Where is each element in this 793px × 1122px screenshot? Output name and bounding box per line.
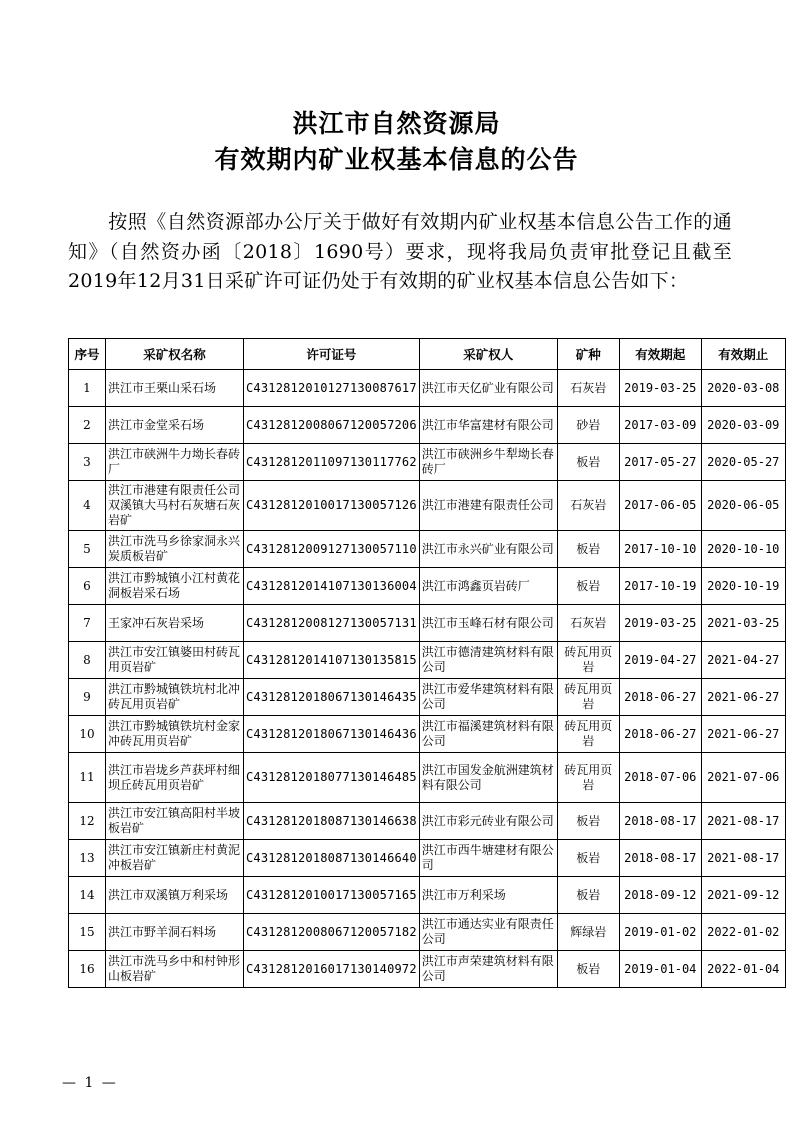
cell-valid-to: 2021-07-06 bbox=[701, 753, 785, 803]
table-row bbox=[69, 679, 786, 716]
header-owner: 采矿权人 bbox=[419, 339, 557, 370]
cell-mineral: 板岩 bbox=[557, 803, 619, 840]
cell-seq: 1 bbox=[69, 370, 106, 407]
cell-seq: 13 bbox=[69, 840, 106, 877]
cell-mineral: 板岩 bbox=[557, 531, 619, 568]
cell-seq: 10 bbox=[69, 716, 106, 753]
cell-seq: 12 bbox=[69, 803, 106, 840]
cell-mineral: 石灰岩 bbox=[557, 481, 619, 531]
cell-owner: 洪江市国发金航洲建筑材料有限公司 bbox=[419, 753, 557, 803]
page-number: — 1 — bbox=[62, 1075, 118, 1091]
cell-valid-from: 2017-03-09 bbox=[619, 407, 701, 444]
header-seq: 序号 bbox=[69, 339, 106, 370]
cell-mineral: 砂岩 bbox=[557, 407, 619, 444]
cell-owner: 洪江市彩元砖业有限公司 bbox=[419, 803, 557, 840]
cell-mineral: 板岩 bbox=[557, 444, 619, 481]
cell-seq: 3 bbox=[69, 444, 106, 481]
cell-owner: 洪江市万利采场 bbox=[419, 877, 557, 914]
cell-valid-to: 2021-06-27 bbox=[701, 679, 785, 716]
cell-license: C4312812008067120057182 bbox=[244, 914, 420, 951]
cell-name: 洪江市王栗山采石场 bbox=[106, 370, 244, 407]
cell-seq: 8 bbox=[69, 642, 106, 679]
table-row bbox=[69, 531, 786, 568]
cell-license: C4312812018067130146435 bbox=[244, 679, 420, 716]
cell-seq: 11 bbox=[69, 753, 106, 803]
cell-mineral: 砖瓦用页岩 bbox=[557, 679, 619, 716]
table-row bbox=[69, 568, 786, 605]
header-valid-to: 有效期止 bbox=[701, 339, 785, 370]
cell-seq: 9 bbox=[69, 679, 106, 716]
cell-license: C4312812010127130087617 bbox=[244, 370, 420, 407]
cell-name: 洪江市金堂采石场 bbox=[106, 407, 244, 444]
cell-valid-from: 2017-10-19 bbox=[619, 568, 701, 605]
mining-rights-table bbox=[68, 338, 786, 988]
cell-valid-from: 2019-04-27 bbox=[619, 642, 701, 679]
cell-name: 洪江市洗马乡中和村钟形山板岩矿 bbox=[106, 951, 244, 988]
cell-license: C4312812011097130117762 bbox=[244, 444, 420, 481]
cell-license: C4312812010017130057126 bbox=[244, 481, 420, 531]
table-row bbox=[69, 753, 786, 803]
cell-valid-to: 2020-03-09 bbox=[701, 407, 785, 444]
cell-owner: 洪江市港建有限责任公司 bbox=[419, 481, 557, 531]
cell-seq: 2 bbox=[69, 407, 106, 444]
cell-name: 洪江市黔城镇铁坑村金家冲砖瓦用页岩矿 bbox=[106, 716, 244, 753]
table-row bbox=[69, 407, 786, 444]
cell-mineral: 砖瓦用页岩 bbox=[557, 716, 619, 753]
table-row bbox=[69, 481, 786, 531]
cell-valid-from: 2018-06-27 bbox=[619, 679, 701, 716]
table-row bbox=[69, 605, 786, 642]
cell-mineral: 板岩 bbox=[557, 568, 619, 605]
cell-name: 洪江市黔城镇小江村黄花洞板岩采石场 bbox=[106, 568, 244, 605]
cell-owner: 洪江市德清建筑材料有限公司 bbox=[419, 642, 557, 679]
cell-mineral: 板岩 bbox=[557, 877, 619, 914]
header-name: 采矿权名称 bbox=[106, 339, 244, 370]
cell-valid-to: 2020-10-19 bbox=[701, 568, 785, 605]
cell-seq: 14 bbox=[69, 877, 106, 914]
table-row bbox=[69, 370, 786, 407]
table-row bbox=[69, 444, 786, 481]
table-row bbox=[69, 803, 786, 840]
cell-valid-to: 2022-01-02 bbox=[701, 914, 785, 951]
cell-name: 洪江市双溪镇万利采场 bbox=[106, 877, 244, 914]
cell-seq: 6 bbox=[69, 568, 106, 605]
cell-license: C4312812018087130146640 bbox=[244, 840, 420, 877]
cell-owner: 洪江市福溪建筑材料有限公司 bbox=[419, 716, 557, 753]
cell-name: 洪江市黔城镇铁坑村北冲砖瓦用页岩矿 bbox=[106, 679, 244, 716]
cell-valid-from: 2018-06-27 bbox=[619, 716, 701, 753]
cell-mineral: 板岩 bbox=[557, 951, 619, 988]
cell-valid-from: 2019-03-25 bbox=[619, 605, 701, 642]
table-row bbox=[69, 877, 786, 914]
cell-name: 洪江市安江镇新庄村黄泥冲板岩矿 bbox=[106, 840, 244, 877]
cell-valid-to: 2022-01-04 bbox=[701, 951, 785, 988]
cell-valid-from: 2019-01-04 bbox=[619, 951, 701, 988]
cell-valid-from: 2017-05-27 bbox=[619, 444, 701, 481]
cell-license: C4312812018087130146638 bbox=[244, 803, 420, 840]
cell-mineral: 辉绿岩 bbox=[557, 914, 619, 951]
cell-owner: 洪江市声荣建筑材料有限公司 bbox=[419, 951, 557, 988]
cell-name: 洪江市洗马乡徐家洞永兴炭质板岩矿 bbox=[106, 531, 244, 568]
cell-seq: 16 bbox=[69, 951, 106, 988]
cell-owner: 洪江市鸿鑫页岩砖厂 bbox=[419, 568, 557, 605]
cell-valid-to: 2020-10-10 bbox=[701, 531, 785, 568]
cell-valid-to: 2021-08-17 bbox=[701, 840, 785, 877]
cell-name: 洪江市港建有限责任公司双溪镇大马村石灰塘石灰岩矿 bbox=[106, 481, 244, 531]
cell-license: C4312812009127130057110 bbox=[244, 531, 420, 568]
cell-license: C4312812018077130146485 bbox=[244, 753, 420, 803]
table-row bbox=[69, 716, 786, 753]
table-row bbox=[69, 951, 786, 988]
intro-paragraph bbox=[68, 208, 732, 297]
header-valid-from: 有效期起 bbox=[619, 339, 701, 370]
table-header-row bbox=[69, 339, 786, 370]
cell-license: C4312812016017130140972 bbox=[244, 951, 420, 988]
cell-name: 洪江市安江镇高阳村半坡板岩矿 bbox=[106, 803, 244, 840]
cell-name: 王家冲石灰岩采场 bbox=[106, 605, 244, 642]
cell-mineral: 砖瓦用页岩 bbox=[557, 642, 619, 679]
intro-text: 按照《自然资源部办公厅关于做好有效期内矿业权基本信息公告工作的通知》（自然资办函〔2018〕1690号）要求，现将我局负责审批登记且截至2019年12月31日采矿许可证仍处于有效期的矿业权基本信息公告如下： bbox=[68, 211, 732, 292]
cell-valid-from: 2019-03-25 bbox=[619, 370, 701, 407]
cell-valid-from: 2018-08-17 bbox=[619, 803, 701, 840]
cell-valid-from: 2018-09-12 bbox=[619, 877, 701, 914]
cell-name: 洪江市岩垅乡芦获坪村细坝丘砖瓦用页岩矿 bbox=[106, 753, 244, 803]
table-row bbox=[69, 642, 786, 679]
header-mineral: 矿种 bbox=[557, 339, 619, 370]
cell-seq: 15 bbox=[69, 914, 106, 951]
cell-owner: 洪江市硖洲乡牛犁坳长春砖厂 bbox=[419, 444, 557, 481]
cell-owner: 洪江市永兴矿业有限公司 bbox=[419, 531, 557, 568]
cell-valid-to: 2021-03-25 bbox=[701, 605, 785, 642]
document-title-line2: 有效期内矿业权基本信息的公告 bbox=[214, 145, 579, 174]
document-title-line1: 洪江市自然资源局 bbox=[292, 109, 501, 138]
cell-owner: 洪江市西牛塘建材有限公司 bbox=[419, 840, 557, 877]
cell-mineral: 石灰岩 bbox=[557, 605, 619, 642]
cell-license: C4312812008067120057206 bbox=[244, 407, 420, 444]
cell-valid-to: 2020-03-08 bbox=[701, 370, 785, 407]
cell-seq: 4 bbox=[69, 481, 106, 531]
cell-valid-to: 2020-05-27 bbox=[701, 444, 785, 481]
cell-mineral: 砖瓦用页岩 bbox=[557, 753, 619, 803]
cell-owner: 洪江市华富建材有限公司 bbox=[419, 407, 557, 444]
cell-name: 洪江市安江镇婆田村砖瓦用页岩矿 bbox=[106, 642, 244, 679]
table-row bbox=[69, 914, 786, 951]
cell-owner: 洪江市通达实业有限责任公司 bbox=[419, 914, 557, 951]
cell-valid-to: 2021-04-27 bbox=[701, 642, 785, 679]
cell-license: C4312812018067130146436 bbox=[244, 716, 420, 753]
cell-license: C4312812010017130057165 bbox=[244, 877, 420, 914]
cell-owner: 洪江市天亿矿业有限公司 bbox=[419, 370, 557, 407]
cell-owner: 洪江市爱华建筑材料有限公司 bbox=[419, 679, 557, 716]
cell-valid-from: 2019-01-02 bbox=[619, 914, 701, 951]
cell-license: C4312812008127130057131 bbox=[244, 605, 420, 642]
cell-seq: 5 bbox=[69, 531, 106, 568]
cell-mineral: 石灰岩 bbox=[557, 370, 619, 407]
cell-valid-to: 2021-06-27 bbox=[701, 716, 785, 753]
cell-valid-from: 2017-10-10 bbox=[619, 531, 701, 568]
header-license: 许可证号 bbox=[244, 339, 420, 370]
cell-valid-from: 2018-07-06 bbox=[619, 753, 701, 803]
cell-valid-from: 2017-06-05 bbox=[619, 481, 701, 531]
cell-name: 洪江市野羊洞石料场 bbox=[106, 914, 244, 951]
cell-valid-from: 2018-08-17 bbox=[619, 840, 701, 877]
cell-valid-to: 2021-09-12 bbox=[701, 877, 785, 914]
cell-valid-to: 2021-08-17 bbox=[701, 803, 785, 840]
cell-seq: 7 bbox=[69, 605, 106, 642]
cell-mineral: 板岩 bbox=[557, 840, 619, 877]
cell-owner: 洪江市玉峰石材有限公司 bbox=[419, 605, 557, 642]
cell-license: C4312812014107130135815 bbox=[244, 642, 420, 679]
table-row bbox=[69, 840, 786, 877]
cell-license: C4312812014107130136004 bbox=[244, 568, 420, 605]
cell-name: 洪江市硖洲牛力坳长春砖厂 bbox=[106, 444, 244, 481]
cell-valid-to: 2020-06-05 bbox=[701, 481, 785, 531]
